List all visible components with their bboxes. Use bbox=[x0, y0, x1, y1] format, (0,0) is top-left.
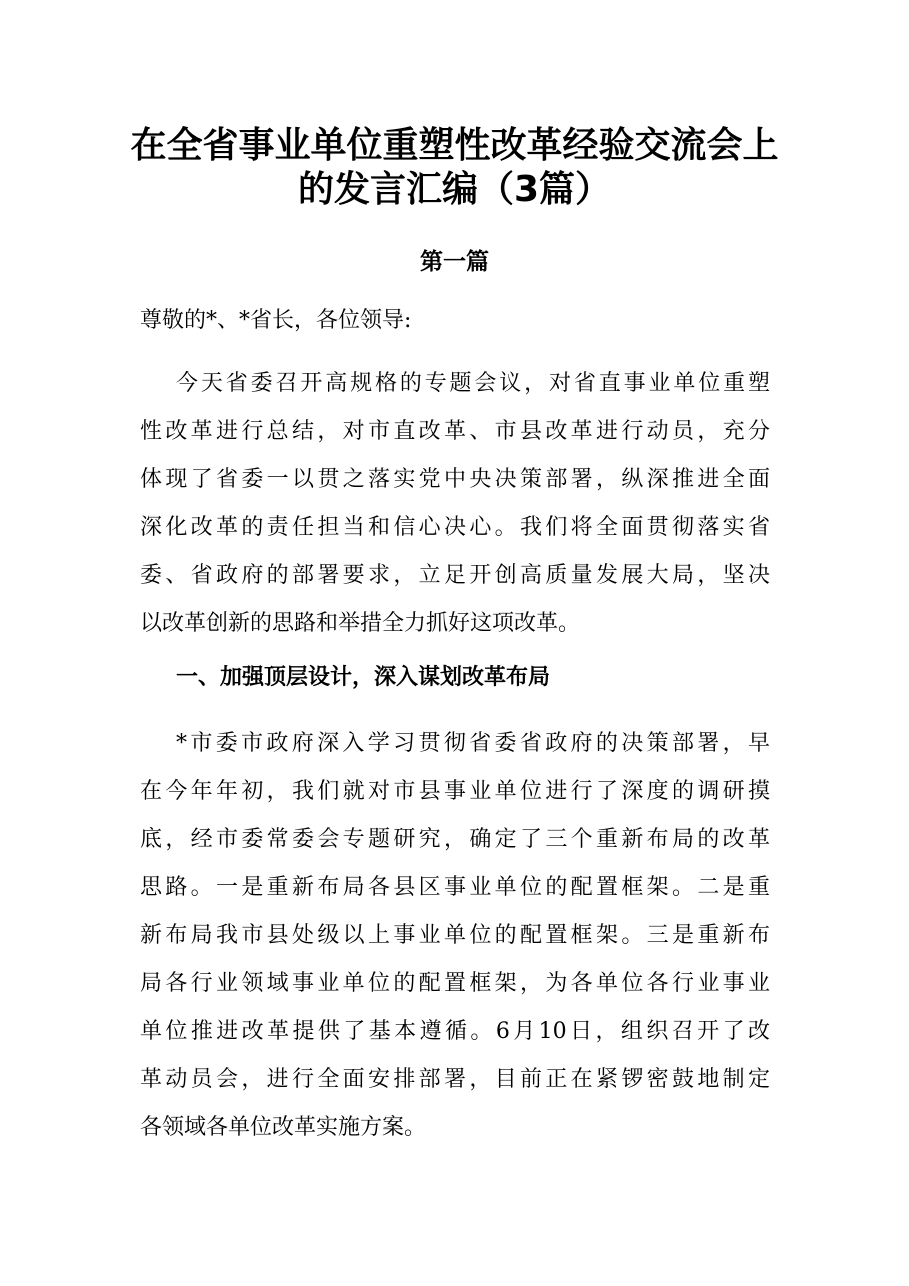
document-title-line-2: 的发言汇编（3篇） bbox=[297, 169, 612, 210]
paragraph-2-line: 新布局我市县处级以上事业单位的配置框架。三是重新布 bbox=[140, 923, 770, 948]
paragraph-2-line: 思路。一是重新布局各县区事业单位的配置框架。二是重 bbox=[140, 875, 770, 900]
document-title-line-1: 在全省事业单位重塑性改革经验交流会上 bbox=[130, 125, 779, 166]
paragraph-2-line: 革动员会，进行全面安排部署，目前正在紧锣密鼓地制定 bbox=[140, 1067, 770, 1092]
paragraph-2-line: 各领域各单位改革实施方案。 bbox=[140, 1115, 427, 1140]
paragraph-1-line: 体现了省委一以贯之落实党中央决策部署，纵深推进全面 bbox=[140, 467, 770, 492]
paragraph-1-line: 深化改革的责任担当和信心决心。我们将全面贯彻落实省 bbox=[140, 515, 770, 540]
paragraph-2 bbox=[140, 720, 770, 1152]
paragraph-1-line: 委、省政府的部署要求，立足开创高质量发展大局，坚决 bbox=[140, 563, 770, 588]
paragraph-2-line: 底，经市委常委会专题研究，确定了三个重新布局的改革 bbox=[140, 827, 770, 852]
paragraph-1 bbox=[140, 360, 770, 648]
paragraph-2-line: 单位推进改革提供了基本遵循。6月10日，组织召开了改 bbox=[140, 1019, 770, 1044]
section-heading-1: 一、加强顶层设计，深入谋划改革布局 bbox=[176, 665, 551, 690]
paragraph-1-line: 今天省委召开高规格的专题会议，对省直事业单位重塑 bbox=[176, 371, 770, 396]
paragraph-1-line: 性改革进行总结，对市直改革、市县改革进行动员，充分 bbox=[140, 419, 770, 444]
paragraph-2-line: 局各行业领域事业单位的配置框架，为各单位各行业事业 bbox=[140, 971, 770, 996]
paragraph-2-line: *市委市政府深入学习贯彻省委省政府的决策部署，早 bbox=[176, 731, 770, 756]
paragraph-1-line: 以改革创新的思路和举措全力抓好这项改革。 bbox=[140, 611, 581, 636]
paragraph-2-line: 在今年年初，我们就对市县事业单位进行了深度的调研摸 bbox=[140, 779, 770, 804]
section-label: 第一篇 bbox=[420, 249, 489, 275]
salutation: 尊敬的*、*省长，各位领导: bbox=[140, 308, 412, 333]
